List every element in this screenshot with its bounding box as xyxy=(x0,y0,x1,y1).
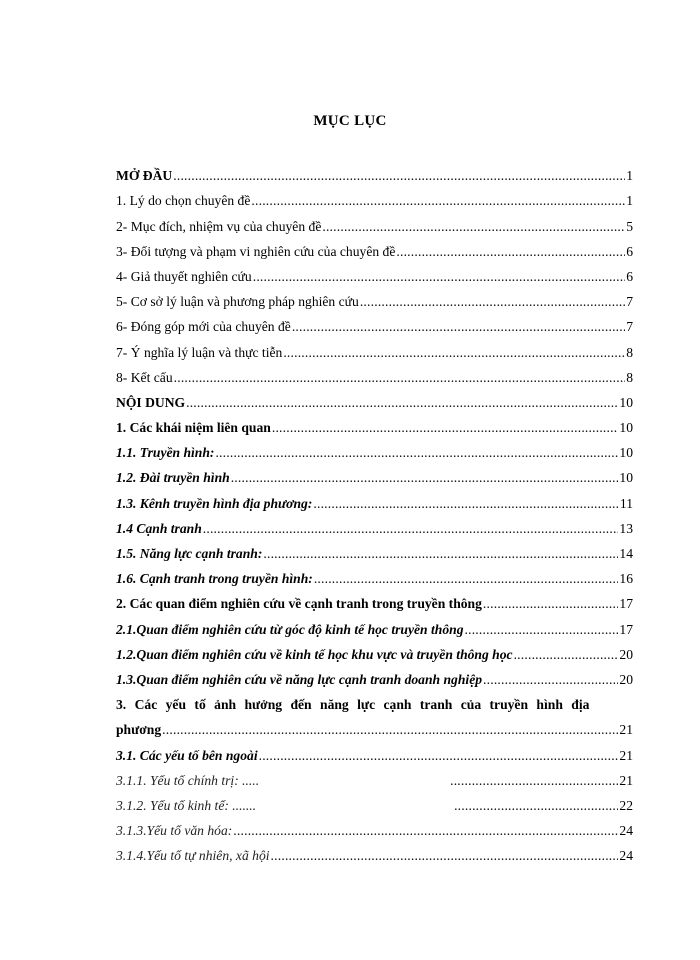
toc-entry-page-number: 10 xyxy=(619,470,633,486)
toc-entry-leader xyxy=(396,243,625,260)
toc-entry[interactable] xyxy=(116,587,633,612)
toc-entry[interactable] xyxy=(116,461,633,486)
toc-entry-page-number: 13 xyxy=(619,520,633,536)
toc-entry-title: 3.1.2. Yếu tố kinh tế: ....... xyxy=(116,797,257,813)
toc-entry-title: 3.1.4.Yếu tố tự nhiên, xã hội xyxy=(116,848,270,864)
toc-entry-title: 2. Các quan điểm nghiên cứu về cạnh tranh trong truyền thông xyxy=(116,596,482,612)
toc-entry[interactable] xyxy=(116,562,633,587)
toc-entry[interactable] xyxy=(116,486,633,511)
toc-entry-title: 4- Giả thuyết nghiên cứu xyxy=(116,268,252,284)
toc-entry[interactable] xyxy=(116,738,633,763)
toc-entry[interactable] xyxy=(116,688,633,713)
toc-entry-leader xyxy=(259,747,619,764)
toc-entry-leader xyxy=(162,721,618,738)
toc-entry-page-number: 20 xyxy=(619,646,633,662)
toc-entry-page-number: 24 xyxy=(619,848,633,864)
toc-entry-leader xyxy=(263,545,618,562)
toc-entry-page-number: 10 xyxy=(619,394,633,410)
toc-entry-page-number: 7 xyxy=(626,294,633,310)
toc-entry-page-number: 5 xyxy=(626,218,633,234)
toc-entry-page-number: 17 xyxy=(619,596,633,612)
toc-entry[interactable] xyxy=(116,512,633,537)
toc-entry[interactable] xyxy=(116,789,633,814)
toc-entry[interactable] xyxy=(116,663,633,688)
toc-entry-title: 6- Đóng góp mới của chuyên đề xyxy=(116,319,291,335)
table-of-contents xyxy=(116,159,633,864)
toc-entry-page-number: 16 xyxy=(619,571,633,587)
toc-entry-title: 1. Các khái niệm liên quan xyxy=(116,420,271,436)
toc-entry-leader xyxy=(272,419,619,436)
toc-entry-title: 7- Ý nghĩa lý luận và thực tiễn xyxy=(116,344,283,360)
toc-entry-page-number: 21 xyxy=(619,722,633,738)
toc-entry-title: 3. Các yếu tố ảnh hưởng đến năng lực cạnh tranh của truyền hình địa xyxy=(116,697,590,713)
toc-entry-title: 1.1. Truyền hình: xyxy=(116,445,215,461)
toc-entry-leader xyxy=(283,344,625,361)
toc-entry-page-number: 24 xyxy=(619,823,633,839)
toc-entry-title: 8- Kết cấu xyxy=(116,369,173,385)
toc-entry-title: 1.3. Kênh truyền hình địa phương: xyxy=(116,495,313,511)
toc-entry-page-number: 1 xyxy=(626,168,633,184)
toc-entry-title: 2- Mục đích, nhiệm vụ của chuyên đề xyxy=(116,218,322,234)
toc-entry-page-number: 21 xyxy=(619,772,633,788)
toc-entry-title: 1.5. Năng lực cạnh tranh: xyxy=(116,546,263,561)
toc-entry-title: 2.1.Quan điểm nghiên cứu từ góc độ kinh tế học truyền thông xyxy=(116,621,464,637)
toc-entry-page-number: 20 xyxy=(619,671,633,687)
toc-entry[interactable] xyxy=(116,159,633,184)
toc-entry[interactable] xyxy=(116,260,633,285)
toc-entry[interactable] xyxy=(116,764,633,789)
toc-entry-page-number: 6 xyxy=(626,268,633,284)
toc-entry-title: 3- Đối tượng và phạm vi nghiên cứu của chuyên đề xyxy=(116,243,396,259)
toc-entry-page-number: 11 xyxy=(619,495,633,511)
toc-entry[interactable] xyxy=(116,839,633,864)
toc-entry[interactable] xyxy=(116,713,633,738)
toc-entry-page-number: 14 xyxy=(619,546,633,561)
toc-entry-leader xyxy=(271,847,619,864)
toc-entry-leader xyxy=(514,646,619,663)
toc-entry-leader xyxy=(215,444,618,461)
toc-entry-leader xyxy=(483,671,618,688)
toc-entry[interactable] xyxy=(116,612,633,637)
toc-entry[interactable] xyxy=(116,310,633,335)
toc-entry-page-number: 10 xyxy=(619,420,633,436)
toc-entry-page-number: 1 xyxy=(626,193,633,209)
toc-entry-page-number: 17 xyxy=(619,621,633,637)
page-title: MỤC LỤC xyxy=(313,113,387,129)
toc-entry-leader xyxy=(450,772,618,789)
toc-entry-title: 1.2.Quan điểm nghiên cứu về kinh tế học khu vực và truyền thông học xyxy=(116,646,513,662)
toc-entry-title: NỘI DUNG xyxy=(116,394,186,410)
toc-entry-title: 1. Lý do chọn chuyên đề xyxy=(116,193,251,209)
toc-entry[interactable] xyxy=(116,436,633,461)
toc-entry-leader xyxy=(173,167,625,184)
toc-entry-title: phương xyxy=(116,722,162,738)
toc-entry-leader xyxy=(454,797,618,814)
toc-entry[interactable] xyxy=(116,537,633,562)
toc-entry-leader xyxy=(203,520,619,537)
toc-entry-title: 1.2. Đài truyền hình xyxy=(116,470,230,486)
toc-entry[interactable] xyxy=(116,335,633,360)
toc-entry-title: 3.1. Các yếu tố bên ngoài xyxy=(116,747,258,763)
toc-entry-title: MỞ ĐẦU xyxy=(116,168,173,184)
toc-entry[interactable] xyxy=(116,184,633,209)
toc-entry-page-number: 8 xyxy=(626,344,633,360)
toc-entry[interactable] xyxy=(116,361,633,386)
toc-entry-leader xyxy=(322,218,625,235)
toc-entry-page-number: 10 xyxy=(619,445,633,461)
toc-entry-title: 5- Cơ sở lý luận và phương pháp nghiên cứu xyxy=(116,294,359,310)
toc-entry-leader xyxy=(174,369,626,386)
toc-entry-leader xyxy=(231,469,619,486)
toc-entry[interactable] xyxy=(116,386,633,411)
toc-entry-title: 3.1.3.Yếu tố văn hóa: xyxy=(116,823,233,839)
toc-entry[interactable] xyxy=(116,209,633,234)
toc-entry-leader xyxy=(483,595,618,612)
toc-entry-leader xyxy=(292,318,625,335)
toc-entry[interactable] xyxy=(116,285,633,310)
toc-entry-title: 3.1.1. Yếu tố chính trị: ..... xyxy=(116,772,260,788)
toc-entry-leader xyxy=(313,495,619,512)
toc-entry-leader xyxy=(465,621,619,638)
toc-entry-title: 1.6. Cạnh tranh trong truyền hình: xyxy=(116,571,313,587)
toc-entry-leader xyxy=(253,268,625,285)
toc-entry-page-number: 21 xyxy=(619,747,633,763)
toc-entry-leader xyxy=(233,822,618,839)
toc-entry-leader xyxy=(251,192,625,209)
toc-entry-leader xyxy=(360,293,625,310)
toc-entry-title: 1.3.Quan điểm nghiên cứu về năng lực cạnh tranh doanh nghiệp xyxy=(116,671,483,687)
toc-entry-title: 1.4 Cạnh tranh xyxy=(116,520,202,536)
toc-entry-leader xyxy=(186,394,618,411)
toc-entry-page-number: 7 xyxy=(626,319,633,335)
toc-entry-page-number: 6 xyxy=(626,243,633,259)
toc-entry-leader xyxy=(314,570,619,587)
toc-entry[interactable] xyxy=(116,814,633,839)
toc-entry[interactable] xyxy=(116,411,633,436)
toc-entry[interactable] xyxy=(116,235,633,260)
toc-entry-page-number: 8 xyxy=(626,369,633,385)
toc-entry[interactable] xyxy=(116,638,633,663)
toc-entry-page-number: 22 xyxy=(619,797,633,813)
